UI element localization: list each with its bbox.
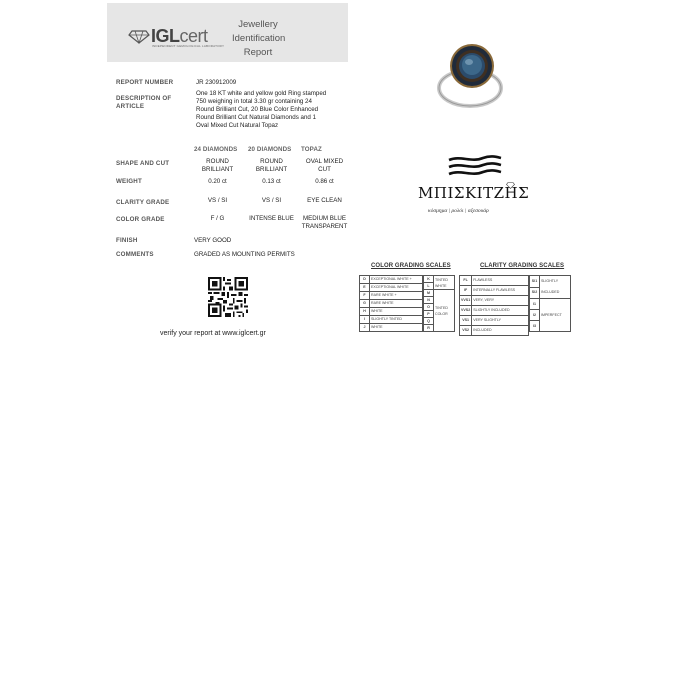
color-value: INTENSE BLUE	[249, 215, 294, 222]
clarity-value: EYE CLEAN	[307, 197, 342, 204]
color-scale-tinted-table: K TINTED WHITE L M TINTED COLOR N O P Q R	[423, 275, 455, 332]
finish-value: VERY GOOD	[194, 237, 232, 244]
weight-value: 0.20 ct	[208, 178, 227, 185]
report-number-value: JR 230912009	[196, 79, 237, 86]
color-value: F / G	[210, 215, 225, 222]
clarity-scale-imperfect-table: SI1 SLIGHTLY INCLUDED SI2 I1 IMPERFECT I2 I3	[529, 275, 571, 332]
diamond-icon	[506, 182, 515, 189]
logo-brand-cert: cert	[179, 26, 208, 46]
brand-waves-logo	[447, 155, 503, 179]
color-label: COLOR GRADE	[116, 216, 165, 223]
column-header: 20 DIAMONDS	[248, 146, 292, 153]
qr-code[interactable]	[208, 277, 248, 317]
shape-value: ROUND BRILLIANT	[201, 158, 234, 173]
logo-brand-igl: IGL	[151, 26, 180, 46]
color-scale-table: D EXCEPTIONAL WHITE + E EXCEPTIONAL WHITE F RARE WHITE + G RARE WHITE H WHITE I SLIGHTLY TINTED J WHITE	[359, 275, 423, 332]
shape-label: SHAPE AND CUT	[116, 160, 170, 167]
shape-value: OVAL MIXED CUT	[305, 158, 344, 173]
color-value: MEDIUM BLUE TRANSPARENT	[301, 215, 348, 230]
description-text: One 18 KT white and yellow gold Ring stamped 750 weighing in total 3.30 gr containing 24 Round Brilliant Cut, 20 Blue Color Enhanced Round Brilliant Cut Natural Diamonds and 1 Oval Mixed Cut Natural Topaz	[196, 90, 327, 129]
description-label: DESCRIPTION OF ARTICLE	[116, 95, 172, 110]
shape-value: ROUND BRILLIANT	[255, 158, 288, 173]
brand-name: ΜΠΙΣΚΙΤΖΗΣ	[418, 184, 530, 202]
clarity-scale-title: CLARITY GRADING SCALES	[480, 263, 565, 269]
clarity-label: CLARITY GRADE	[116, 199, 170, 206]
clarity-value: VS / SI	[207, 197, 228, 204]
column-header: TOPAZ	[301, 146, 322, 153]
diamond-icon	[128, 30, 150, 44]
report-number-label: REPORT NUMBER	[116, 79, 174, 86]
weight-label: WEIGHT	[116, 178, 142, 185]
clarity-scale-table: FL FLAWLESS IF INTERNALLY FLAWLESS VVS1 VERY, VERY VVS2 SLIGHTLY INCLUDED VS1 VERY SLIGHTLY VS2 INCLUDED	[459, 275, 529, 336]
color-scale-title: COLOR GRADING SCALES	[371, 263, 451, 269]
brand-tagline: κόσμημα | ρολόι | αξεσουάρ	[428, 208, 489, 214]
title-line: Identification	[232, 33, 286, 44]
title-line: Report	[243, 47, 273, 58]
title-line: Jewellery	[238, 19, 278, 30]
weight-value: 0.86 ct	[315, 178, 334, 185]
column-header: 24 DIAMONDS	[194, 146, 238, 153]
clarity-value: VS / SI	[261, 197, 282, 204]
iglcert-logo	[128, 26, 225, 49]
comments-label: COMMENTS	[116, 251, 154, 258]
logo-subtitle: INDEPENDENT GEMOLOGICAL LABORATORY	[152, 44, 225, 48]
report-title	[232, 18, 284, 60]
comments-value: GRADED AS MOUNTING PERMITS	[194, 251, 295, 258]
ring-image	[432, 30, 510, 110]
weight-value: 0.13 ct	[262, 178, 281, 185]
finish-label: FINISH	[116, 237, 138, 244]
verify-link[interactable]: verify your report at www.iglcert.gr	[160, 330, 266, 337]
